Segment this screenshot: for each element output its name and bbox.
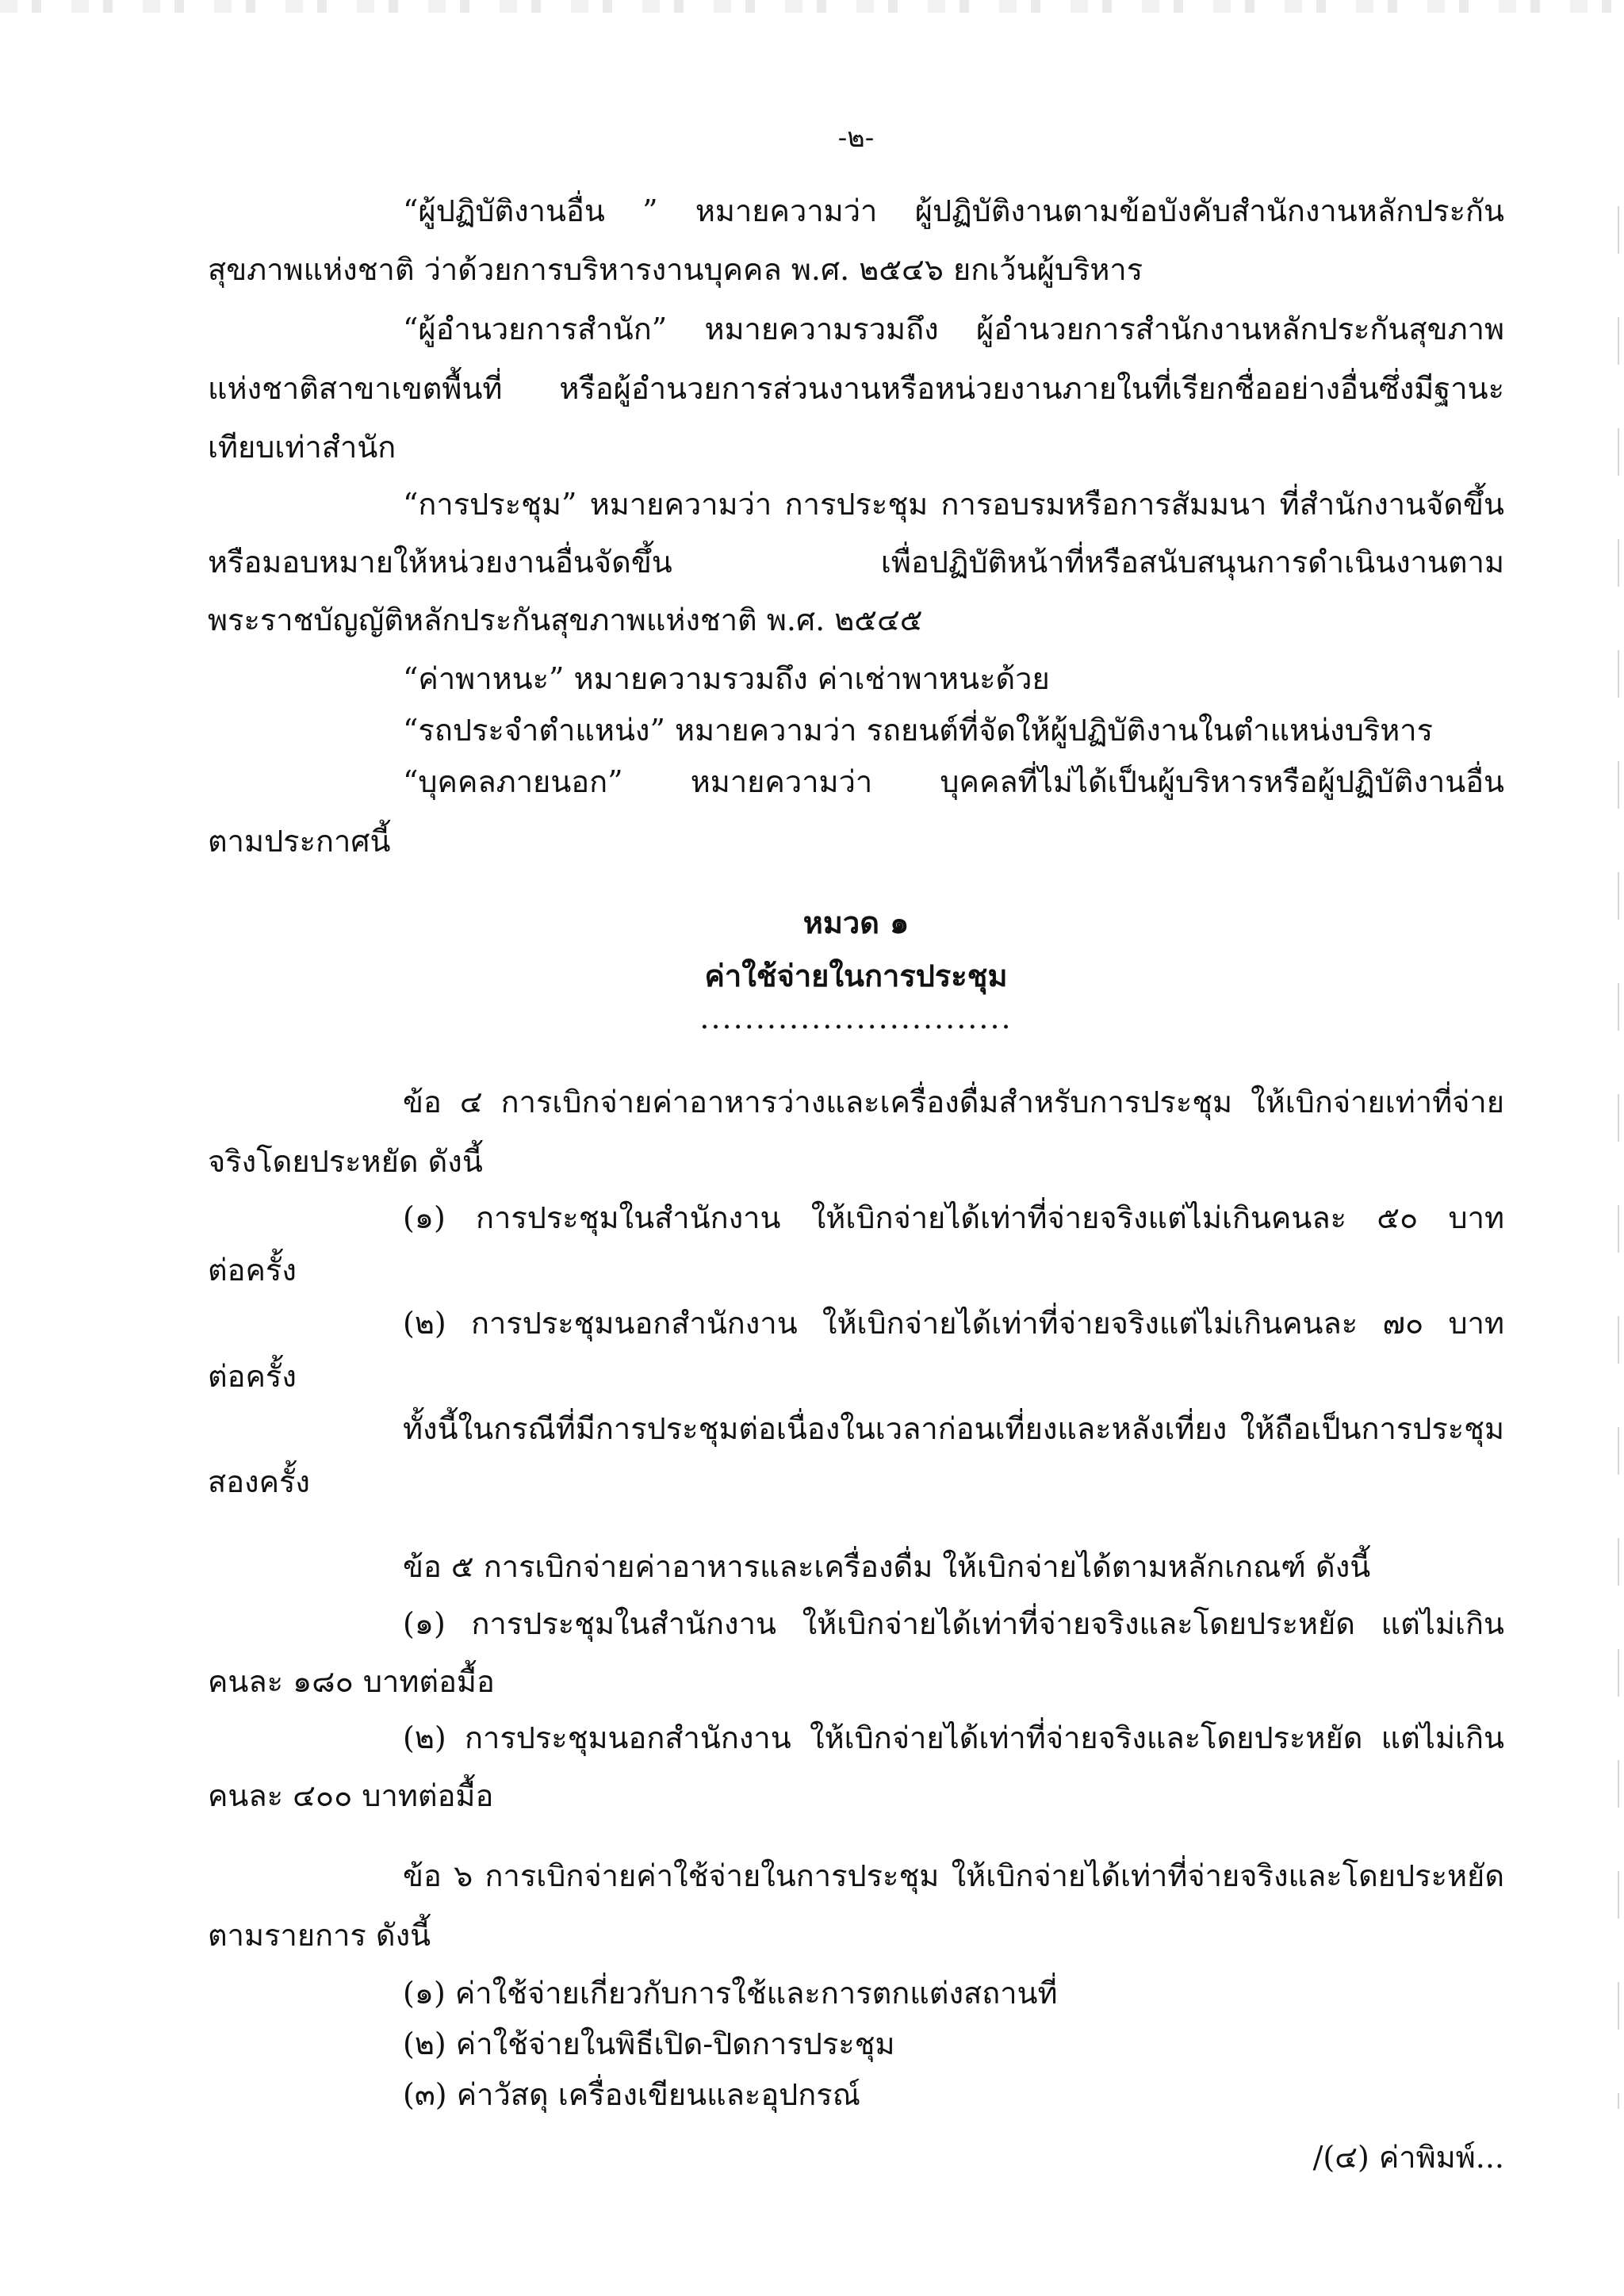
clause-4-note-line2: สองครั้ง [208, 1464, 310, 1499]
clause-6-line1: ข้อ ๖ การเบิกจ่ายค่าใช้จ่ายในการประชุม ให้เบิกจ่ายได้เท่าที่จ่ายจริงและโดยประหยัด [403, 1858, 1504, 1893]
clause-5-line1: ข้อ ๕ การเบิกจ่ายค่าอาหารและเครื่องดื่ม ให้เบิกจ่ายได้ตามหลักเกณฑ์ ดังนี้ [403, 1549, 1371, 1584]
definition-director-line3: เทียบเท่าสำนัก [208, 430, 396, 465]
clause-4-line1: ข้อ ๔ การเบิกจ่ายค่าอาหารว่างและเครื่องดื่มสำหรับการประชุม ให้เบิกจ่ายเท่าที่จ่าย [403, 1085, 1504, 1119]
clause-5-item2-line1: (๒) การประชุมนอกสำนักงาน ให้เบิกจ่ายได้เท่าที่จ่ายจริงและโดยประหยัด แต่ไม่เกิน [403, 1720, 1504, 1755]
definition-director-line1: “ผู้อำนวยการสำนัก” หมายความรวมถึง ผู้อำนวยการสำนักงานหลักประกันสุขภาพ [403, 312, 1504, 346]
definition-vehicle: “ค่าพาหนะ” หมายความรวมถึง ค่าเช่าพาหนะด้วย [403, 661, 1050, 696]
definition-other-staff-line1: “ผู้ปฏิบัติงานอื่น ” หมายความว่า ผู้ปฏิบัติงานตามข้อบังคับสำนักงานหลักประกัน [403, 193, 1504, 228]
definition-meeting-line1: “การประชุม” หมายความว่า การประชุม การอบรมหรือการสัมมนา ที่สำนักงานจัดขึ้น [403, 487, 1504, 522]
clause-6-item1: (๑) ค่าใช้จ่ายเกี่ยวกับการใช้และการตกแต่งสถานที่ [403, 1976, 1058, 2011]
definition-meeting-line2: หรือมอบหมายให้หน่วยงานอื่นจัดขึ้น เพื่อปฏิบัติหน้าที่หรือสนับสนุนการดำเนินงานตาม [208, 545, 1504, 580]
chapter-number: หมวด ๑ [802, 905, 910, 940]
clause-5-item1-line2: คนละ ๑๘๐ บาทต่อมื้อ [208, 1664, 495, 1699]
page-number: -๒- [837, 122, 875, 154]
clause-4-note-line1: ทั้งนี้ในกรณีที่มีการประชุมต่อเนื่องในเวลาก่อนเที่ยงและหลังเที่ยง ให้ถือเป็นการประชุม [403, 1411, 1504, 1446]
definition-outsider-line1: “บุคคลภายนอก” หมายความว่า บุคคลที่ไม่ได้เป็นผู้บริหารหรือผู้ปฏิบัติงานอื่น [403, 764, 1504, 799]
clause-4-item1-line1: (๑) การประชุมในสำนักงาน ให้เบิกจ่ายได้เท่าที่จ่ายจริงแต่ไม่เกินคนละ ๕๐ บาท [403, 1200, 1504, 1235]
clause-4-line2: จริงโดยประหยัด ดังนี้ [208, 1144, 483, 1179]
clause-6-item2: (๒) ค่าใช้จ่ายในพิธีเปิด-ปิดการประชุม [403, 2026, 895, 2061]
continuation-marker: /(๔) ค่าพิมพ์... [1312, 2140, 1504, 2175]
definition-director-line2: แห่งชาติสาขาเขตพื้นที่ หรือผู้อำนวยการส่วนงานหรือหน่วยงานภายในที่เรียกชื่ออย่างอื่นซึ่งมีฐานะ [208, 371, 1504, 406]
clause-5-item2-line2: คนละ ๔๐๐ บาทต่อมื้อ [208, 1778, 494, 1813]
clause-6-line2: ตามรายการ ดังนี้ [208, 1918, 431, 1953]
definition-meeting-line3: พระราชบัญญัติหลักประกันสุขภาพแห่งชาติ พ.ศ. ๒๕๔๕ [208, 603, 923, 637]
clause-4-item1-line2: ต่อครั้ง [208, 1253, 297, 1288]
chapter-separator: ............................ [699, 1001, 1013, 1035]
clause-6-item3: (๓) ค่าวัสดุ เครื่องเขียนและอุปกรณ์ [403, 2077, 860, 2112]
definition-other-staff-line2: สุขภาพแห่งชาติ ว่าด้วยการบริหารงานบุคคล พ.ศ. ๒๕๔๖ ยกเว้นผู้บริหาร [208, 252, 1143, 287]
chapter-title: ค่าใช้จ่ายในการประชุม [704, 958, 1008, 993]
clause-4-item2-line1: (๒) การประชุมนอกสำนักงาน ให้เบิกจ่ายได้เท่าที่จ่ายจริงแต่ไม่เกินคนละ ๗๐ บาท [403, 1306, 1504, 1341]
definition-position-car: “รถประจำตำแหน่ง” หมายความว่า รถยนต์ที่จัดให้ผู้ปฏิบัติงานในตำแหน่งบริหาร [403, 713, 1434, 748]
clause-5-item1-line1: (๑) การประชุมในสำนักงาน ให้เบิกจ่ายได้เท่าที่จ่ายจริงและโดยประหยัด แต่ไม่เกิน [403, 1606, 1504, 1641]
definition-outsider-line2: ตามประกาศนี้ [208, 824, 391, 859]
clause-4-item2-line2: ต่อครั้ง [208, 1359, 297, 1394]
